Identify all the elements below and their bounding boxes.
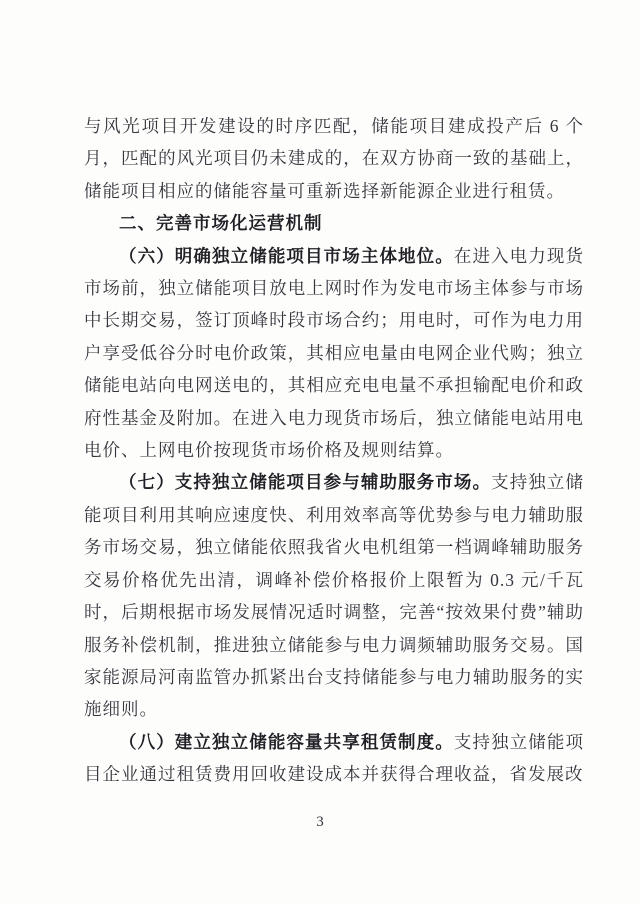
item-eight-body: 支持独立储能项目企业通过租赁费用回收建设成本并获得合理收益，省发展改 [84,731,584,785]
paragraph-item-eight [84,726,584,791]
item-six-title: （六）明确独立储能项目市场主体地位。 [119,245,454,266]
section-heading: 二、完善市场化运营机制 [119,213,323,234]
page-number: 3 [316,814,324,830]
item-seven-title: （七）支持独立储能项目参与辅助服务市场。 [119,472,492,493]
item-eight-title: （八）建立独立储能容量共享租赁制度。 [119,731,454,752]
item-seven-body: 支持独立储能项目利用其响应速度快、利用效率高等优势参与电力辅助服务市场交易，独立储能依照我省火电机组第一档调峰辅助服务交易价格优先出清，调峰补偿价格报价上限暂为 0.3 元/千瓦时，后期根据市场发展情况适时调整，完善“按效果付费”辅助服务补偿机制，推进独立储能参与电力调频辅助服务交易。国家能源局河南监管办抓紧出台支持储能参与电力辅助服务的实施细则。 [84,472,585,720]
paragraph-item-six [84,240,584,467]
item-six-body: 在进入电力现货市场前，独立储能项目放电上网时作为发电市场主体参与市场中长期交易，签订顶峰时段市场合约；用电时，可作为电力用户享受低谷分时电价政策，其相应电量由电网企业代购；独立储能电站向电网送电的，其相应充电电量不承担输配电价和政府性基金及附加。在进入电力现货市场后，独立储能电站用电电价、上网电价按现货市场价格及规则结算。 [84,245,584,461]
paragraph-item-seven [84,466,584,725]
document-content [84,110,584,791]
paragraph-continued-from-previous-page: 与风光项目开发建设的时序匹配，储能项目建成投产后 6 个月，匹配的风光项目仍未建成的，在双方协商一致的基础上，储能项目相应的储能容量可重新选择新能源企业进行租赁。 [84,116,584,201]
